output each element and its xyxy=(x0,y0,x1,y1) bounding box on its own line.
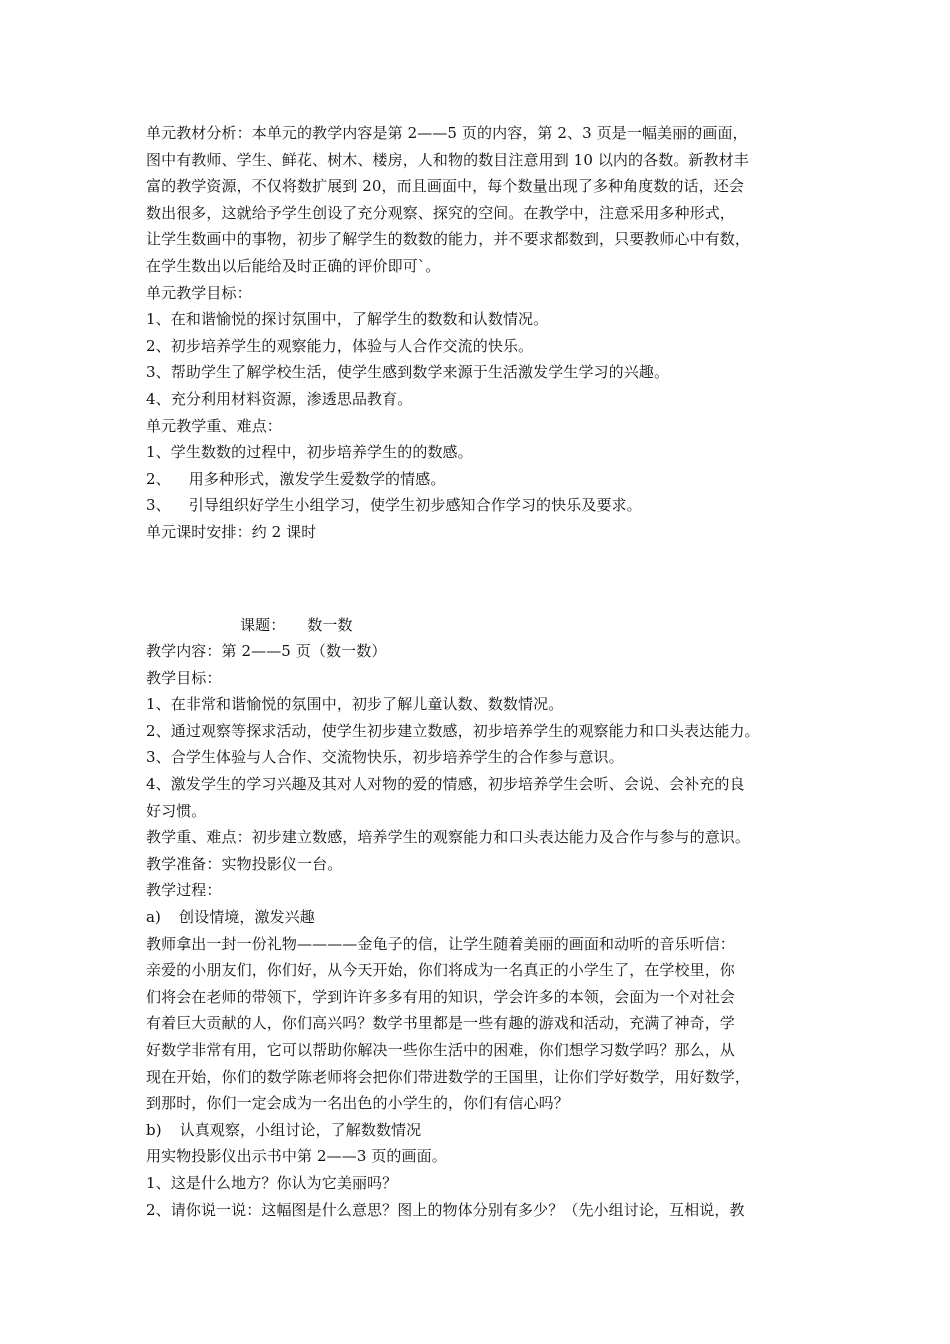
text-line: 图中有教师、学生、鲜花、树木、楼房，人和物的数目注意用到 10 以内的各数。新教材丰 xyxy=(146,150,749,169)
section-heading: 单元教学重、难点： xyxy=(146,416,282,435)
step-number: a) xyxy=(146,908,161,927)
text-line: 数出很多，这就给予学生创设了充分观察、探究的空间。在教学中，注意采用多种形式， xyxy=(146,203,735,222)
list-item xyxy=(146,492,826,519)
text-line: 富的教学资源，不仅将数扩展到 20，而且画面中，每个数量出现了多种角度数的话，还会 xyxy=(146,177,744,196)
step-title: 创设情境，激发兴趣 xyxy=(179,908,315,927)
text-line: 到那时，你们一定会成为一名出色的小学生的，你们有信心吗？ xyxy=(146,1094,569,1113)
text-line: 亲爱的小朋友们，你们好，从今天开始，你们将成为一名真正的小学生了，在学校里，你 xyxy=(146,961,735,980)
text-line: 用实物投影仪出示书中第 2——3 页的画面。 xyxy=(146,1147,447,1166)
text-line: 在学生数出以后能给及时正确的评价即可`。 xyxy=(146,256,441,275)
process-step-a xyxy=(146,904,826,1117)
section-heading: 教学目标： xyxy=(146,668,222,687)
text-line: 单元教材分析：本单元的教学内容是第 2——5 页的内容，第 2、3 页是一幅美丽的画面， xyxy=(146,124,748,142)
lesson-preparation: 教学准备：实物投影仪一台。 xyxy=(146,854,343,873)
list-item: 2、通过观察等探求活动，使学生初步建立数感，初步培养学生的观察能力和口头表达能力。 xyxy=(146,721,760,740)
text-line: 们将会在老师的带领下，学到许许多多有用的知识，学会许多的本领，会面为一个对社会 xyxy=(146,987,735,1006)
list-item: 1、在和谐愉悦的探讨氛围中，了解学生的数数和认数情况。 xyxy=(146,310,549,329)
list-item: 1、这是什么地方？你认为它美丽吗？ xyxy=(146,1173,398,1192)
list-text: 学生数数的过程中，初步培养学生的的数感。 xyxy=(170,443,473,462)
lesson-content: 教学内容：第 2——5 页（数一数） xyxy=(146,642,387,661)
text-line: 好数学非常有用，它可以帮助你解决一些你生活中的困难，你们想学习数学吗？那么，从 xyxy=(146,1041,735,1059)
text-line: 有着巨大贡献的人，你们高兴吗？数学书里都是一些有趣的游戏和活动，充满了神奇，学 xyxy=(146,1014,735,1033)
list-number: 1、 xyxy=(146,443,171,462)
list-item xyxy=(146,466,826,493)
step-number: b) xyxy=(146,1120,162,1139)
section-spacer xyxy=(146,546,826,612)
list-text: 引导组织好学生小组学习，使学生初步感知合作学习的快乐及要求。 xyxy=(188,496,642,515)
list-item: 3、帮助学生了解学校生活，使学生感到数学来源于生活激发学生学习的兴趣。 xyxy=(146,363,670,382)
section-heading: 教学过程： xyxy=(146,881,222,900)
list-item: 1、在非常和谐愉悦的氛围中，初步了解儿童认数、数数情况。 xyxy=(146,695,564,714)
unit-schedule: 单元课时安排：约 2 课时 xyxy=(146,522,317,541)
lesson-title xyxy=(146,612,826,639)
lesson-title-label: 课题： xyxy=(240,615,286,634)
section-heading: 单元教学目标： xyxy=(146,283,252,302)
list-number: 3、 xyxy=(146,496,171,515)
list-item: 4、充分利用材料资源，渗透思品教育。 xyxy=(146,389,413,408)
unit-key-points-section xyxy=(146,413,826,519)
unit-goals-section xyxy=(146,280,826,413)
step-title: 认真观察，小组讨论，了解数数情况 xyxy=(179,1120,422,1139)
list-item: 好习惯。 xyxy=(146,801,207,820)
process-step-b xyxy=(146,1117,826,1223)
unit-analysis-paragraph xyxy=(146,120,826,280)
step-heading xyxy=(146,1117,826,1144)
lesson-title-value: 数一数 xyxy=(307,615,353,634)
lesson-key-points: 教学重、难点：初步建立数感，培养学生的观察能力和口头表达能力及合作与参与的意识。 xyxy=(146,828,751,847)
text-line: 让学生数画中的事物，初步了解学生的数数的能力，并不要求都数到，只要教师心中有数， xyxy=(146,230,751,249)
document-body xyxy=(146,120,826,1223)
list-text: 用多种形式，激发学生爱数学的情感。 xyxy=(188,469,446,488)
list-number: 2、 xyxy=(146,469,171,488)
text-line: 现在开始，你们的数学陈老师将会把你们带进数学的王国里，让你们学好数学，用好数学， xyxy=(146,1067,751,1086)
step-heading xyxy=(146,904,826,931)
text-line: 教师拿出一封一份礼物————金龟子的信，让学生随着美丽的画面和动听的音乐听信： xyxy=(146,934,735,953)
list-item: 2、请你说一说：这幅图是什么意思？图上的物体分别有多少？（先小组讨论，互相说，教 xyxy=(146,1200,745,1219)
lesson-goals-section xyxy=(146,665,826,825)
list-item: 4、激发学生的学习兴趣及其对人对物的爱的情感，初步培养学生会听、会说、会补充的良 xyxy=(146,775,745,794)
list-item: 3、合学生体验与人合作、交流物快乐，初步培养学生的合作参与意识。 xyxy=(146,748,624,767)
list-item: 2、初步培养学生的观察能力，体验与人合作交流的快乐。 xyxy=(146,336,534,355)
list-item xyxy=(146,439,826,466)
